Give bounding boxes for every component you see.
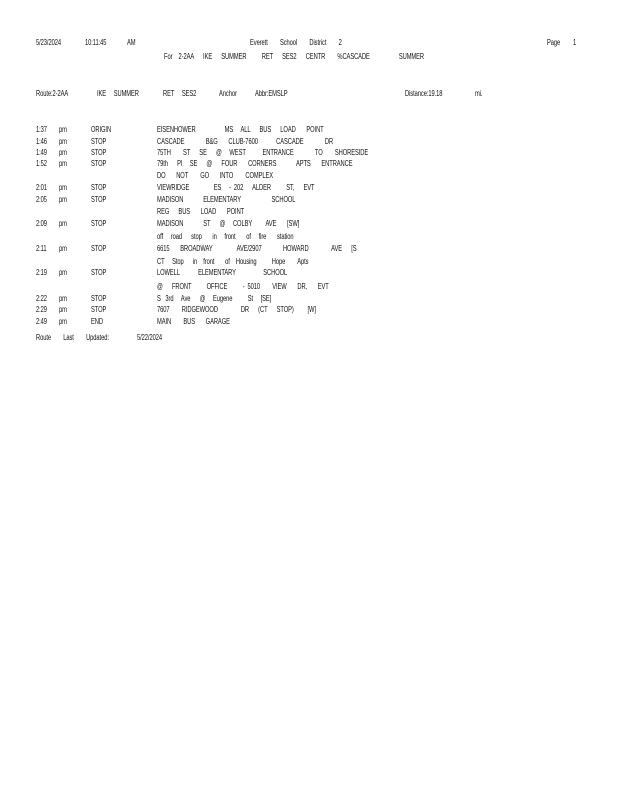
stop-type: STOP bbox=[91, 195, 107, 204]
stop-time: 2:11 bbox=[36, 244, 47, 253]
stop-type: STOP bbox=[91, 148, 107, 157]
stop-time: 2:09 bbox=[36, 219, 47, 228]
stop-ampm: pm bbox=[59, 125, 67, 134]
stop-ampm: pm bbox=[59, 183, 67, 192]
stop-type: STOP bbox=[91, 294, 107, 303]
stop-type: STOP bbox=[91, 305, 107, 314]
route-anchor: Anchor bbox=[219, 89, 237, 98]
stop-description: MADISON ELEMENTARY SCHOOL bbox=[157, 195, 296, 204]
stop-type: STOP bbox=[91, 183, 107, 192]
footer-date: 5/22/2024 bbox=[137, 333, 162, 342]
stop-description: EISENHOWER MS ALL BUS LOAD POINT bbox=[157, 125, 324, 134]
stop-ampm: pm bbox=[59, 159, 67, 168]
stop-time: 2:01 bbox=[36, 183, 47, 192]
report-ampm: AM bbox=[127, 38, 136, 47]
stop-type: ORIGIN bbox=[91, 125, 112, 134]
stop-ampm: pm bbox=[59, 195, 67, 204]
stop-time: 2:29 bbox=[36, 305, 47, 314]
report-time: 10:11:45 bbox=[85, 38, 107, 47]
stop-time: 1:52 bbox=[36, 159, 47, 168]
stop-ampm: pm bbox=[59, 148, 67, 157]
route-id: Route:2-2AA bbox=[36, 89, 69, 98]
stop-type: STOP bbox=[91, 219, 107, 228]
page-number: 1 bbox=[573, 38, 577, 47]
stop-ampm: pm bbox=[59, 305, 67, 314]
stop-description: VIEWRIDGE ES - 202 ALDER ST, EVT bbox=[157, 183, 315, 192]
stop-type: STOP bbox=[91, 244, 107, 253]
stop-time: 2:05 bbox=[36, 195, 47, 204]
route-ret: RET SES2 bbox=[163, 89, 197, 98]
stop-description: off road stop in front of fire station bbox=[157, 232, 294, 241]
stop-ampm: pm bbox=[59, 317, 67, 326]
stop-description: @ FRONT OFFICE - 5010 VIEW DR, EVT bbox=[157, 282, 329, 291]
stop-description: REG BUS LOAD POINT bbox=[157, 207, 245, 216]
stop-description: 7607 RIDGEWOOD DR (CT STOP) [W] bbox=[157, 305, 316, 314]
footer-label: Route Last Updated: bbox=[36, 333, 109, 342]
stop-description: CT Stop in front of Housing Hope Apts bbox=[157, 257, 309, 266]
route-distance: Distance:19.18 bbox=[405, 89, 443, 98]
stop-description: MADISON ST @ COLBY AVE [SW] bbox=[157, 219, 300, 228]
route-distance-unit: mi. bbox=[475, 89, 483, 98]
stop-time: 1:46 bbox=[36, 137, 47, 146]
stop-time: 1:37 bbox=[36, 125, 47, 134]
report-filter-line: For 2-2AA IKE SUMMER RET SES2 CENTR %CASCADE SUMMER bbox=[164, 52, 425, 61]
stop-type: STOP bbox=[91, 159, 107, 168]
stop-type: END bbox=[91, 317, 103, 326]
stop-description: MAIN BUS GARAGE bbox=[157, 317, 230, 326]
stop-description: DO NOT GO INTO COMPLEX bbox=[157, 171, 274, 180]
stop-ampm: pm bbox=[59, 268, 67, 277]
route-abbr: Abbr:EMSLP bbox=[255, 89, 288, 98]
stop-ampm: pm bbox=[59, 219, 67, 228]
stop-time: 2:22 bbox=[36, 294, 47, 303]
page-label: Page bbox=[547, 38, 561, 47]
stop-ampm: pm bbox=[59, 294, 67, 303]
stop-type: STOP bbox=[91, 137, 107, 146]
stop-time: 2:19 bbox=[36, 268, 47, 277]
stop-description: LOWELL ELEMENTARY SCHOOL bbox=[157, 268, 288, 277]
stop-description: CASCADE B&G CLUB-7600 CASCADE DR bbox=[157, 137, 334, 146]
stop-description: 6615 BROADWAY AVE/2907 HOWARD AVE [S bbox=[157, 244, 357, 253]
stop-type: STOP bbox=[91, 268, 107, 277]
stop-description: 75TH ST SE @ WEST ENTRANCE TO SHORESIDE bbox=[157, 148, 369, 157]
stop-ampm: pm bbox=[59, 244, 67, 253]
stop-ampm: pm bbox=[59, 137, 67, 146]
stop-time: 2:49 bbox=[36, 317, 47, 326]
report-district: Everett School District 2 bbox=[250, 38, 342, 47]
stop-description: 79th Pl SE @ FOUR CORNERS APTS ENTRANCE bbox=[157, 159, 353, 168]
stop-description: S 3rd Ave @ Eugene St [SE] bbox=[157, 294, 272, 303]
stop-time: 1:49 bbox=[36, 148, 47, 157]
report-date: 5/23/2024 bbox=[36, 38, 61, 47]
route-desc: IKE SUMMER bbox=[97, 89, 139, 98]
